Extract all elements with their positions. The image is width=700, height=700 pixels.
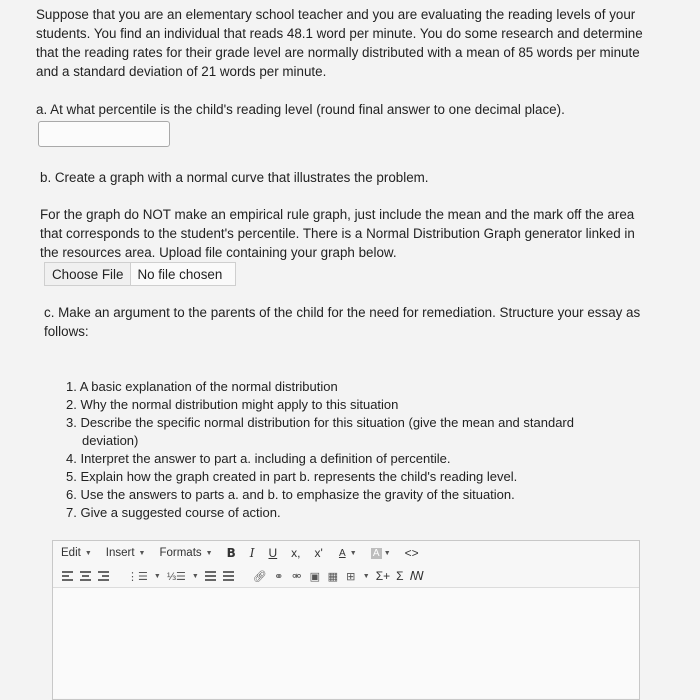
equation-plus-button[interactable]: Σ+ [375, 569, 391, 583]
chevron-down-icon: ▼ [138, 549, 146, 557]
align-right-icon[interactable] [97, 569, 109, 583]
list-item: 1. A basic explanation of the normal distribution [66, 379, 338, 394]
font-color-icon: A [338, 547, 346, 559]
chevron-down-icon[interactable]: ▼ [362, 572, 370, 580]
chevron-down-icon[interactable]: ▼ [191, 572, 199, 580]
chevron-down-icon: ▼ [205, 549, 213, 557]
subscript-button[interactable]: x, [291, 546, 301, 560]
unlink-icon[interactable]: ⚮ [292, 570, 302, 583]
essay-structure-list [66, 378, 626, 522]
outdent-icon[interactable] [205, 569, 217, 583]
chevron-down-icon: ▼ [349, 549, 357, 557]
question-c: c. Make an argument to the parents of the child for the need for remediation. Structure your essay as follows: [44, 305, 641, 339]
link-icon[interactable]: 🔗︎ [252, 570, 267, 583]
menu-insert[interactable] [106, 547, 146, 559]
answer-a-input[interactable] [38, 121, 170, 147]
bullet-list-icon[interactable]: ⋮☰ [127, 570, 148, 583]
chevron-down-icon[interactable]: ▼ [153, 572, 161, 580]
question-b: b. Create a graph with a normal curve that illustrates the problem. [40, 170, 429, 185]
indent-icon[interactable] [223, 569, 235, 583]
link-alt-icon[interactable]: ⚭ [274, 570, 284, 583]
menu-formats[interactable] [159, 547, 212, 559]
equation-button[interactable]: Σ [396, 569, 404, 583]
menu-formats-label: Formats [159, 547, 202, 559]
list-item: 3. Describe the specific normal distribution for this situation (give the mean and standard deviation) [66, 415, 574, 448]
editor-content-area[interactable] [53, 588, 639, 698]
list-item: 7. Give a suggested course of action. [66, 505, 281, 520]
underline-button[interactable]: U [268, 546, 278, 560]
list-item: 2. Why the normal distribution might apply to this situation [66, 397, 399, 412]
menu-edit-label: Edit [61, 547, 81, 559]
question-a: a. At what percentile is the child's reading level (round final answer to one decimal place). [36, 102, 565, 117]
accessibility-checker-button[interactable]: ꟿ [409, 569, 424, 583]
choose-file-button[interactable]: Choose File [45, 263, 131, 285]
chevron-down-icon: ▼ [383, 549, 391, 557]
italic-button[interactable]: I [249, 546, 255, 560]
list-item: 4. Interpret the answer to part a. including a definition of percentile. [66, 451, 451, 466]
list-item: 5. Explain how the graph created in part b. represents the child's reading level. [66, 469, 518, 484]
editor-toolbar [53, 565, 639, 588]
superscript-button[interactable]: x' [314, 546, 323, 560]
menu-edit[interactable] [61, 547, 92, 559]
list-item: 6. Use the answers to parts a. and b. to emphasize the gravity of the situation. [66, 487, 515, 502]
menu-insert-label: Insert [105, 547, 135, 559]
background-color-button[interactable] [371, 548, 391, 559]
bold-button[interactable]: B [226, 546, 236, 560]
numbered-list-icon[interactable]: ⅓☰ [166, 570, 186, 583]
question-b-detail: For the graph do NOT make an empirical rule graph, just include the mean and the mark off the area that corresponds to the student's percentile. There is a Normal Distribution Graph generator linked in the resources area. Upload file containing your graph below. [40, 207, 635, 260]
problem-intro: Suppose that you are an elementary school teacher and you are evaluating the reading levels of your students. You find an individual that reads 48.1 word per minute. You do some research and determine that the reading rates for their grade level are normally distributed with a mean of 85 words per minute and a standard deviation of 21 words per minute. [36, 7, 643, 79]
table-icon[interactable]: ⊞ [346, 570, 356, 583]
font-color-button[interactable] [337, 548, 357, 559]
media-icon[interactable]: ▦ [327, 570, 338, 583]
html-source-button[interactable]: <> [404, 546, 419, 560]
file-upload[interactable] [44, 262, 236, 286]
editor-menubar [53, 541, 639, 565]
chevron-down-icon: ▼ [84, 549, 92, 557]
align-left-icon[interactable] [61, 569, 73, 583]
background-color-icon: A [371, 548, 382, 559]
image-icon[interactable]: ▣ [309, 570, 320, 583]
rich-text-editor [52, 540, 640, 700]
align-center-icon[interactable] [79, 569, 91, 583]
file-status: No file chosen [137, 266, 223, 282]
